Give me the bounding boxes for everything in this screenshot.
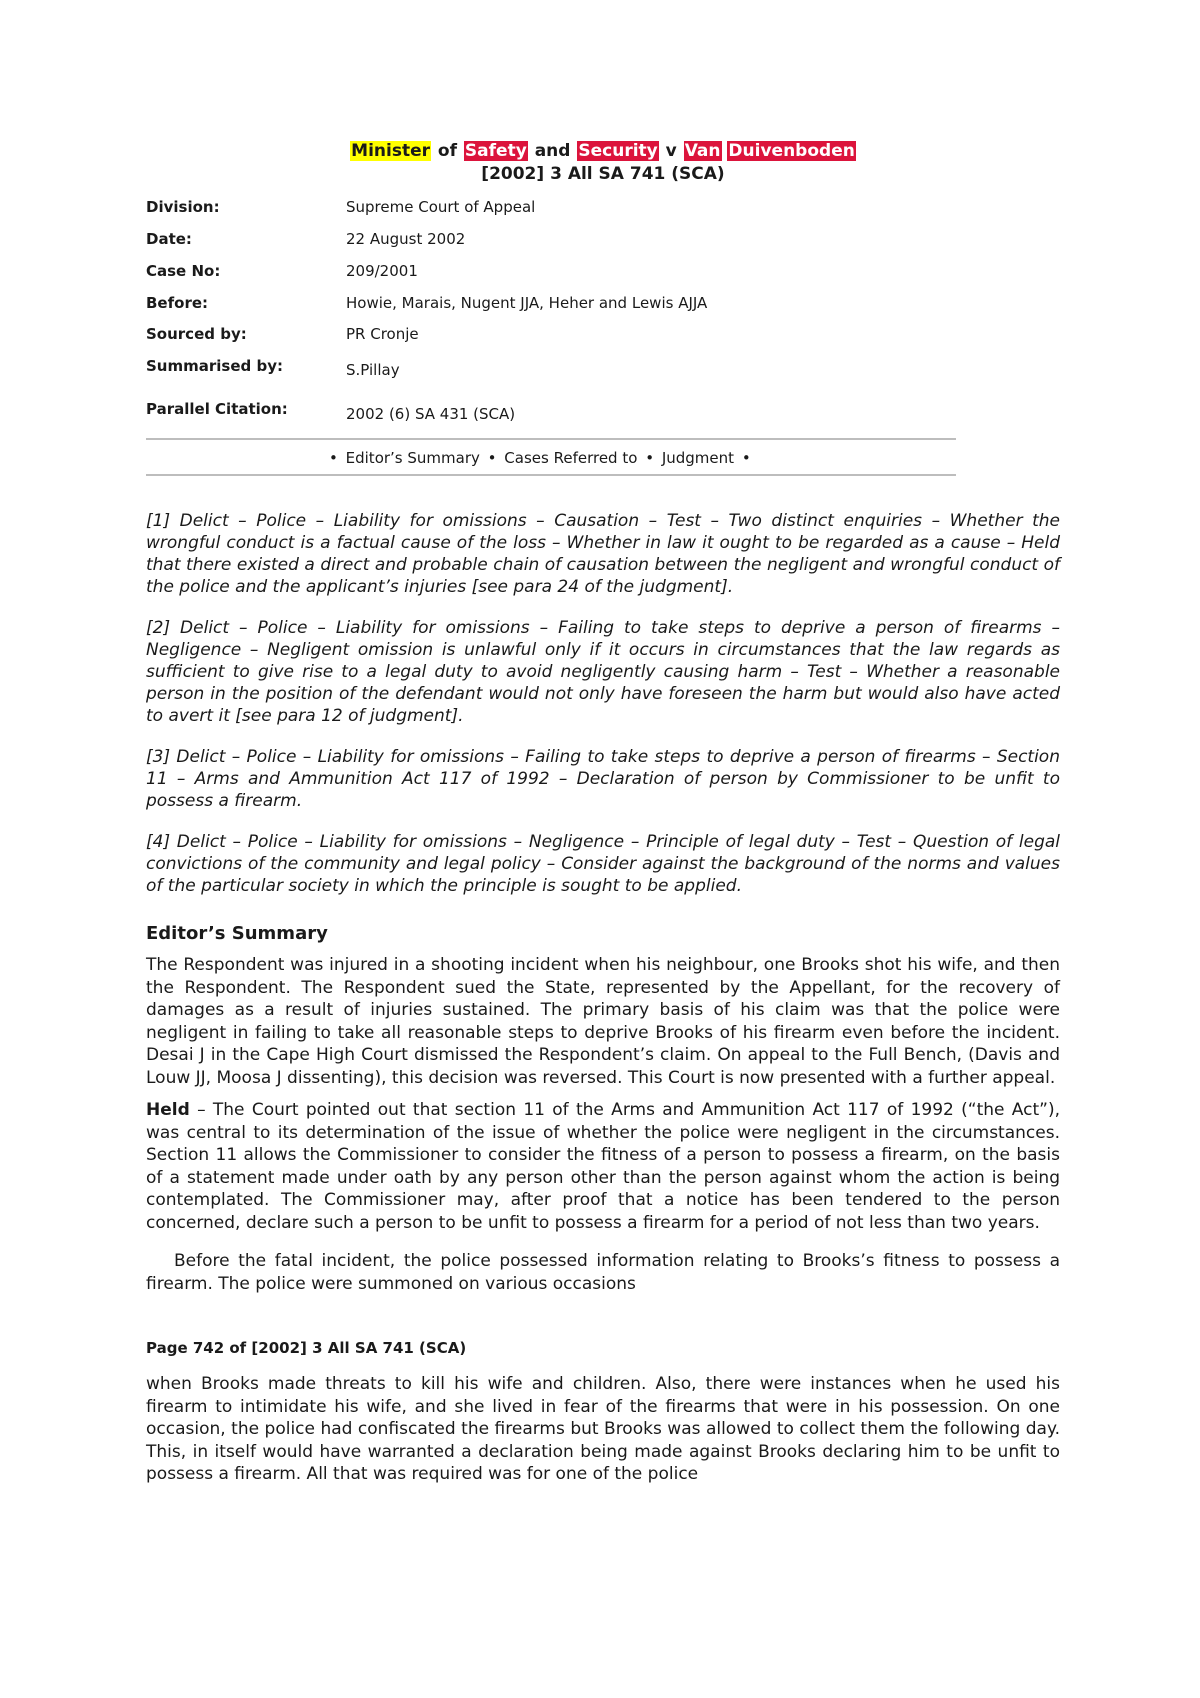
meta-label: Summarised by: bbox=[146, 357, 283, 375]
title-word-safety: Safety bbox=[464, 141, 527, 161]
meta-label: Division: bbox=[146, 198, 220, 216]
headnote-3: [3] Delict – Police – Liability for omissions – Failing to take steps to deprive a person of firearms – Section 11 – Arms and Ammunition Act 117 of 1992 – Declaration of person by Commissioner to be unfit to possess a firearm. bbox=[146, 747, 1060, 811]
meta-label: Case No: bbox=[146, 262, 221, 280]
summary-paragraph: Before the fatal incident, the police possessed information relating to Brooks’s fitness to possess a firearm. The police were summoned on various occasions bbox=[146, 1251, 1060, 1294]
case-metadata bbox=[146, 198, 956, 438]
meta-row-summarised-by bbox=[146, 357, 956, 400]
section-nav bbox=[146, 438, 956, 476]
editors-summary-heading: Editor’s Summary bbox=[146, 923, 328, 944]
bullet: • bbox=[741, 449, 751, 467]
meta-row-case-no bbox=[146, 262, 956, 294]
headnote-1: [1] Delict – Police – Liability for omissions – Causation – Test – Two distinct enquiries – Whether the wrongful conduct is a factual cause of the loss – Whether in law it ought to be regarded as a cause – Held that there existed a direct and probable chain of causation between the negligent and wrongful conduct of the police and the applicant’s injuries [see para 24 of the judgment]. bbox=[146, 511, 1060, 597]
meta-value: 2002 (6) SA 431 (SCA) bbox=[346, 405, 516, 423]
headnote-4: [4] Delict – Police – Liability for omissions – Negligence – Principle of legal duty – Test – Question of legal convictions of the community and legal policy – Consider against the background of the norms and values of the particular society in which the principle is sought to be applied. bbox=[146, 832, 1060, 896]
meta-row-sourced-by bbox=[146, 325, 956, 357]
title-word-and: and bbox=[534, 141, 571, 161]
summary-paragraph: The Respondent was injured in a shooting incident when his neighbour, one Brooks shot his wife, and then the Respondent. The Respondent sued the State, represented by the Appellant, for the recovery of damages as a result of injuries sustained. The primary basis of his claim was that the police were negligent in failing to take all reasonable steps to deprive Brooks of his firearm even before the incident. Desai J in the Cape High Court dismissed the Respondent’s claim. On appeal to the Full Bench, (Davis and Louw JJ, Moosa J dissenting), this decision was reversed. This Court is now presented with a further appeal. bbox=[146, 955, 1060, 1088]
title-word-van: Van bbox=[684, 141, 721, 161]
held-label: Held bbox=[146, 1100, 190, 1120]
meta-value: S.Pillay bbox=[346, 361, 400, 379]
editors-summary bbox=[146, 954, 1060, 1295]
meta-row-before bbox=[146, 294, 956, 325]
meta-label: Sourced by: bbox=[146, 325, 247, 343]
meta-label: Date: bbox=[146, 230, 192, 248]
nav-link-editors-summary[interactable]: Editor’s Summary bbox=[345, 449, 480, 467]
title-word-duivenboden: Duivenboden bbox=[728, 141, 855, 161]
bullet: • bbox=[329, 449, 338, 467]
meta-label: Parallel Citation: bbox=[146, 400, 288, 418]
meta-value: 209/2001 bbox=[346, 262, 418, 280]
title-word-of: of bbox=[437, 141, 457, 161]
meta-value: 22 August 2002 bbox=[346, 230, 466, 248]
section-nav-links bbox=[326, 440, 754, 476]
continuation-paragraph: when Brooks made threats to kill his wife and children. Also, there were instances when he used his firearm to intimidate his wife, and she lived in fear of the firearms that were in his possession. On one occasion, the police had confiscated the firearms but Brooks was allowed to collect them the following day. This, in itself would have warranted a declaration being made against Brooks declaring him to be unfit to possess a firearm. All that was required was for one of the police bbox=[146, 1374, 1060, 1484]
nav-link-cases-referred-to[interactable]: Cases Referred to bbox=[504, 449, 638, 467]
held-paragraph bbox=[146, 1099, 1060, 1234]
case-citation: [2002] 3 All SA 741 (SCA) bbox=[481, 164, 725, 184]
continuation-text bbox=[146, 1373, 1060, 1486]
headnotes bbox=[146, 510, 1060, 897]
meta-row-division bbox=[146, 198, 956, 230]
headnote-2: [2] Delict – Police – Liability for omissions – Failing to take steps to deprive a person of firearms – Negligence – Negligent omission is unlawful only if it occurs in circumstances that the law regards as sufficient to give rise to a legal duty to avoid negligently causing harm – Test – Whether a reasonable person in the position of the defendant would not only have foreseen the harm but would also have acted to avert it [see para 12 of judgment]. bbox=[146, 618, 1060, 726]
meta-row-parallel-citation bbox=[146, 400, 956, 438]
page-marker: Page 742 of [2002] 3 All SA 741 (SCA) bbox=[146, 1339, 467, 1357]
held-text: – The Court pointed out that section 11 of the Arms and Ammunition Act 117 of 1992 (“the Act”), was central to its determination of the issue of whether the police were negligent in the circumstances. Section 11 allows the Commissioner to consider the fitness of a person to possess a firearm, on the basis of a statement made under oath by any person other than the person against whom the action is being contemplated. The Commissioner may, after proof that a notice has been tendered to the person concerned, declare such a person to be unfit to possess a firearm for a period of not less than two years. bbox=[146, 1100, 1060, 1233]
meta-value: Supreme Court of Appeal bbox=[346, 198, 536, 216]
judgment-page bbox=[146, 140, 1060, 1496]
nav-link-judgment[interactable]: Judgment bbox=[661, 449, 735, 467]
title-word-security: Security bbox=[578, 141, 658, 161]
title-word-v: v bbox=[665, 141, 677, 161]
meta-value: Howie, Marais, Nugent JJA, Heher and Lewis AJJA bbox=[346, 294, 708, 312]
bullet: • bbox=[645, 449, 655, 467]
title-word-minister: Minister bbox=[351, 141, 430, 161]
meta-value: PR Cronje bbox=[346, 325, 419, 343]
meta-label: Before: bbox=[146, 294, 209, 312]
case-title bbox=[146, 140, 1060, 163]
bullet: • bbox=[487, 449, 497, 467]
meta-row-date bbox=[146, 230, 956, 262]
